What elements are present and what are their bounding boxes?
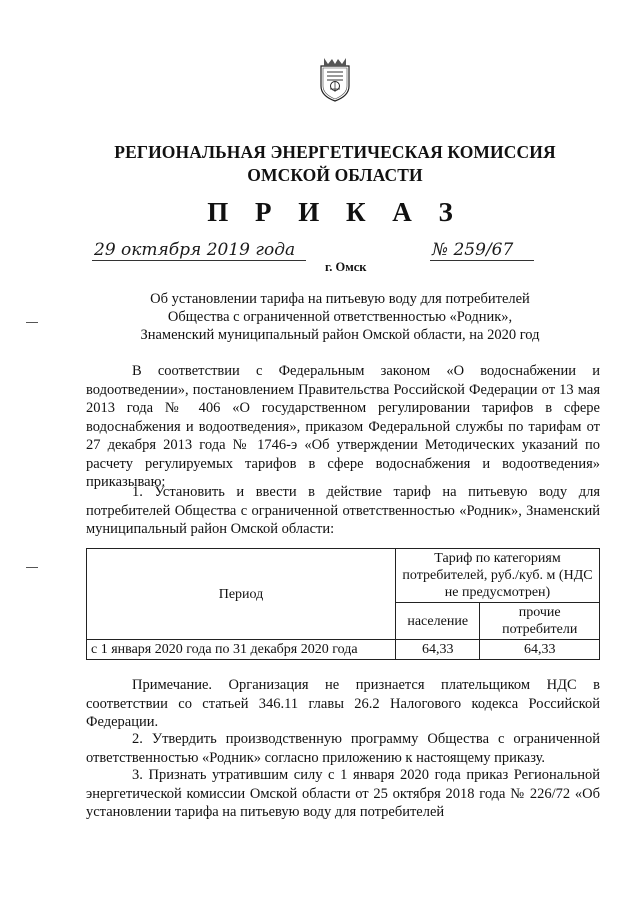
header-population: население bbox=[396, 603, 480, 640]
document-type-title: П Р И К А З bbox=[207, 197, 463, 227]
handwritten-date: 29 октября 2019 года bbox=[92, 240, 306, 261]
document-subject bbox=[100, 290, 580, 344]
note-paragraph: Примечание. Организация не признается плательщиком НДС в соответствии со статьей 346.11 главы 26.2 Налогового кодекса Российской Федерации. bbox=[86, 677, 600, 730]
preamble-paragraph: В соответствии с Федеральным законом «О водоснабжении и водоотведении», постановлением Правительства Российской Федерации от 13 мая 2013 года № 406 «О государственном регулировании тарифов в сфере водоснабжения и водоотведения», приказом Федеральной службы по тарифам от 27 декабря 2013 года № 1746-э «Об утверждении Методических указаний по расчету регулируемых тарифов в сфере водоснабжения и водоотведения» приказываю: bbox=[86, 363, 600, 490]
tariff-table bbox=[86, 548, 600, 660]
organization-name: РЕГИОНАЛЬНАЯ ЭНЕРГЕТИЧЕСКАЯ КОМИССИЯ bbox=[114, 142, 556, 162]
header-tariff: Тариф по категориям потребителей, руб./куб. м (НДС не предусмотрен) bbox=[396, 549, 600, 603]
item-2-paragraph: 2. Утвердить производственную программу Общества с ограниченной ответственностью «Родник» согласно приложению к настоящему приказу. bbox=[86, 731, 600, 766]
table-row bbox=[87, 640, 600, 660]
city-label: г. Омск bbox=[325, 260, 367, 274]
organization-region: ОМСКОЙ ОБЛАСТИ bbox=[247, 165, 423, 185]
row-other-value: 64,33 bbox=[480, 640, 600, 660]
subject-line: Общества с ограниченной ответственностью «Родник», bbox=[167, 309, 513, 325]
row-population-value: 64,33 bbox=[396, 640, 480, 660]
header-other-consumers: прочие потребители bbox=[480, 603, 600, 640]
subject-line: Об установлении тарифа на питьевую воду для потребителей bbox=[150, 291, 530, 307]
handwritten-number: № 259/67 bbox=[430, 240, 534, 261]
coat-of-arms-emblem bbox=[318, 56, 352, 102]
header-period: Период bbox=[87, 549, 396, 640]
item-3-paragraph: 3. Признать утратившим силу с 1 января 2020 года приказ Региональной энергетической комиссии Омской области от 25 октября 2018 года № 226/72 «Об установлении тарифа на питьевую воду для потребителей bbox=[86, 767, 600, 820]
margin-mark bbox=[26, 567, 38, 568]
margin-mark bbox=[26, 322, 38, 323]
row-period: с 1 января 2020 года по 31 декабря 2020 года bbox=[87, 640, 396, 660]
subject-line: Знаменский муниципальный район Омской области, на 2020 год bbox=[140, 327, 540, 343]
item-1-paragraph: 1. Установить и ввести в действие тариф на питьевую воду для потребителей Общества с ограниченной ответственностью «Родник», Знаменский муниципальный район Омской области: bbox=[86, 484, 600, 537]
